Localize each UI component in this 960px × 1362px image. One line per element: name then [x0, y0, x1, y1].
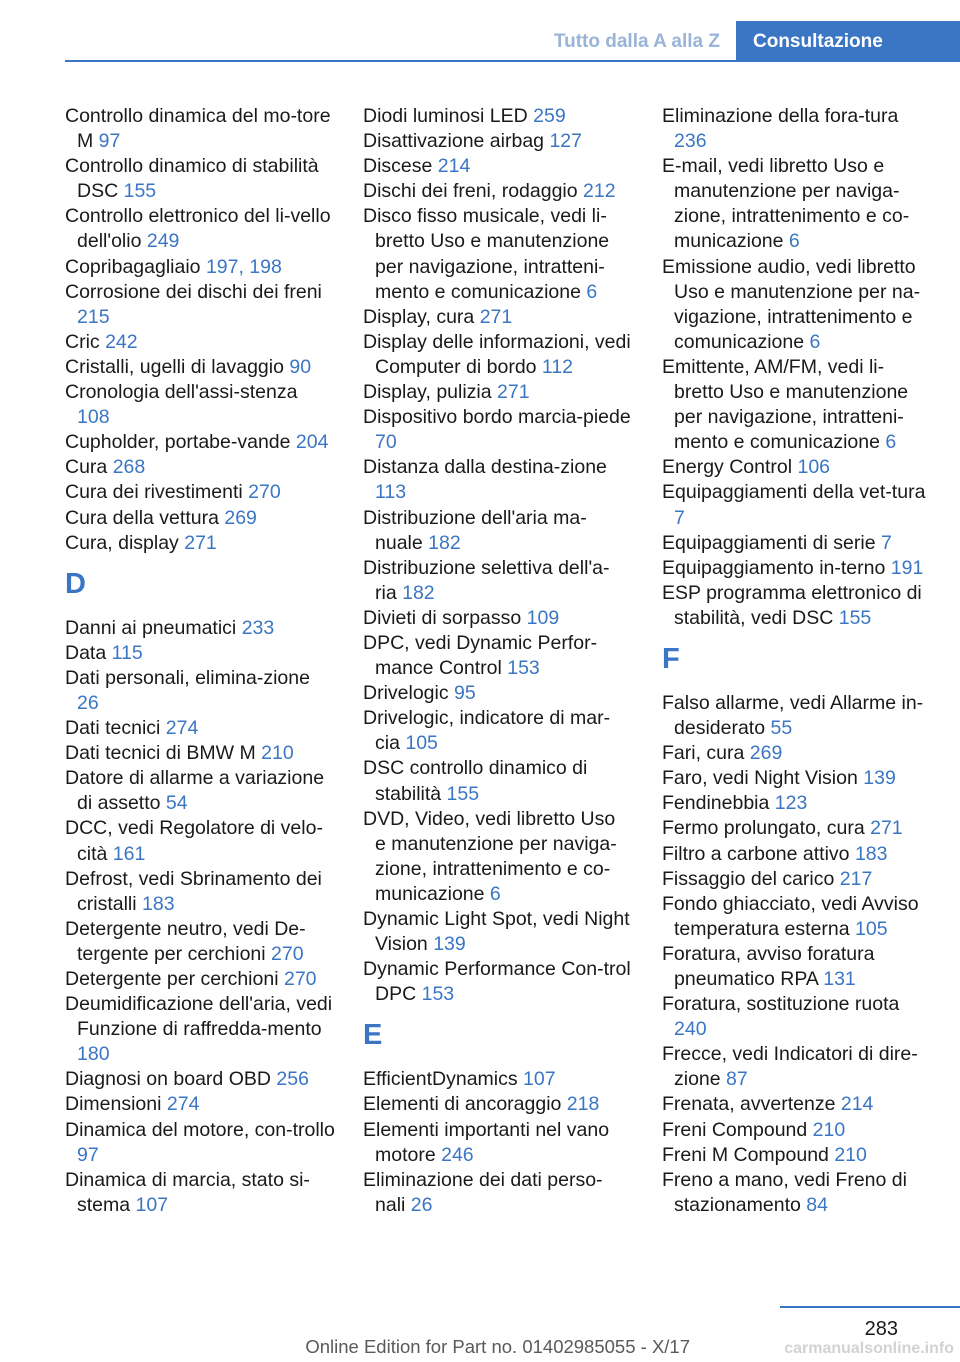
page-number: 283: [864, 1318, 898, 1340]
index-entry-page-link[interactable]: 210: [261, 742, 294, 765]
index-entry-page-link[interactable]: 123: [774, 792, 808, 815]
index-entry-page-link[interactable]: 109: [526, 606, 560, 629]
section-title: Tutto dalla A alla Z: [553, 31, 720, 52]
index-entry-term: Dispositivo bordo marcia‐piede: [363, 406, 631, 429]
index-entry-term: Dimensioni: [65, 1093, 167, 1116]
index-entry: [65, 330, 335, 355]
index-entry-term: Display, cura: [363, 305, 480, 328]
index-entry: [363, 756, 631, 806]
index-entry-page-link[interactable]: 236: [674, 130, 707, 153]
index-entry-term: E-mail, vedi libretto Uso e manutenzione per naviga‐zione, intrattenimento e co‐municazione: [662, 155, 910, 253]
index-entry-page-link[interactable]: 183: [142, 892, 175, 915]
index-entry-page-link[interactable]: 218: [566, 1093, 600, 1116]
index-entry-page-link[interactable]: 7: [880, 531, 892, 554]
index-entry-page-link[interactable]: 210: [812, 1118, 846, 1141]
index-entry-term: DCC, vedi Regolatore di velo‐cità: [65, 817, 323, 865]
index-entry-page-link[interactable]: 246: [441, 1143, 474, 1166]
index-entry: [65, 204, 335, 254]
index-entry: [662, 1143, 930, 1168]
index-entry-term: Disattivazione airbag: [363, 130, 550, 153]
index-entry: [65, 380, 335, 430]
index-column-2: [363, 104, 631, 1218]
index-letter-heading: E: [363, 1019, 383, 1052]
index-entry-page-link[interactable]: 271: [479, 305, 513, 328]
index-entry-page-link[interactable]: 197, 198: [205, 255, 282, 278]
index-entry-page-link[interactable]: 210: [834, 1143, 867, 1166]
index-entry: [662, 892, 930, 942]
index-entry-page-link[interactable]: 269: [224, 506, 257, 529]
index-entry-term: Frecce, vedi Indicatori di dire‐zione: [662, 1043, 918, 1091]
index-entry-term: Dati tecnici: [65, 717, 166, 740]
index-entry-page-link[interactable]: 183: [854, 842, 888, 865]
index-entry-page-link[interactable]: 6: [809, 330, 821, 353]
index-entry: [662, 1118, 930, 1143]
index-entry: [662, 104, 930, 154]
index-entry: [662, 942, 930, 992]
index-entry: [65, 967, 335, 992]
index-column-3: [662, 104, 930, 1218]
index-entry: [65, 666, 335, 716]
index-entry-term: Controllo dinamico di stabilità DSC: [65, 155, 319, 203]
watermark: carmanualsonline.info: [784, 1340, 954, 1357]
index-entry: [363, 455, 631, 505]
index-entry: [363, 907, 631, 957]
index-entry-term: Discese: [363, 155, 438, 178]
index-entry-term: Cupholder, portabe‐vande: [65, 431, 296, 454]
index-entry-page-link[interactable]: 182: [428, 531, 461, 554]
index-entry: [65, 506, 335, 531]
index-entry-term: Filtro a carbone attivo: [662, 842, 855, 865]
index-entry-term: EfficientDynamics: [363, 1068, 524, 1091]
index-entry-term: ESP programma elettronico di stabilità, vedi DSC: [662, 581, 922, 629]
index-entry-term: Faro, vedi Night Vision: [662, 767, 864, 790]
index-entry-page-link[interactable]: 259: [533, 105, 566, 127]
index-entry: [662, 791, 930, 816]
index-entry-page-link[interactable]: 274: [165, 717, 199, 740]
index-entry-page-link[interactable]: 97: [77, 1143, 99, 1166]
index-entry-term: Dinamica di marcia, stato si‐stema: [65, 1168, 310, 1216]
index-entry-page-link[interactable]: 7: [674, 506, 685, 529]
index-entry-page-link[interactable]: 84: [806, 1193, 828, 1216]
index-entry-term: Fondo ghiacciato, vedi Avviso temperatura esterna: [662, 892, 919, 940]
index-entry-term: DPC, vedi Dynamic Perfor‐mance Control: [363, 631, 598, 680]
index-entry: [363, 957, 631, 1007]
index-entry-page-link[interactable]: 6: [489, 882, 501, 905]
index-entry: [662, 842, 930, 867]
index-entry-term: Equipaggiamenti della vet‐tura: [662, 481, 926, 504]
index-entry: [363, 631, 631, 681]
index-entry-page-link[interactable]: 233: [241, 616, 275, 639]
index-entry: [65, 1067, 335, 1092]
index-entry: [363, 1092, 631, 1117]
index-entry-page-link[interactable]: 215: [77, 305, 110, 328]
index-entry: [65, 1118, 335, 1168]
index-entry-term: Eliminazione della fora‐tura: [662, 105, 899, 127]
index-entry: [363, 606, 631, 631]
index-entry-term: Diagnosi on board OBD: [65, 1068, 277, 1091]
index-entry-term: Cristalli, ugelli di lavaggio: [65, 355, 290, 378]
index-entry-page-link[interactable]: 155: [446, 782, 480, 805]
index-entry-term: Cura della vettura: [65, 506, 225, 529]
index-entry-page-link[interactable]: 108: [77, 406, 110, 429]
index-entry-page-link[interactable]: 6: [586, 280, 598, 303]
index-entry: [662, 816, 930, 841]
index-entry-page-link[interactable]: 217: [839, 867, 873, 890]
index-entry-page-link[interactable]: 115: [111, 641, 143, 664]
index-entry-term: DVD, Video, vedi libretto Uso e manutenzione per naviga‐zione, intrattenimento e co‐municazione: [363, 807, 617, 905]
index-letter-heading: F: [662, 642, 680, 675]
index-entry: [662, 1168, 930, 1218]
tab-consultazione[interactable]: Consultazione: [736, 21, 960, 62]
index-entry: [65, 280, 335, 330]
index-entry-term: Emissione audio, vedi libretto Uso e manutenzione per na‐vigazione, intrattenimento e comunicazione: [662, 255, 921, 353]
index-entry-term: Emittente, AM/FM, vedi li‐bretto Uso e manutenzione per navigazione, intratteni‐mento e comunicazione: [662, 355, 909, 454]
index-entry-term: Energy Control: [662, 456, 798, 479]
index-entry-page-link[interactable]: 105: [855, 917, 888, 940]
index-entry-term: Fari, cura: [662, 742, 750, 765]
index-entry: [65, 104, 335, 154]
index-entry-page-link[interactable]: 249: [146, 230, 180, 253]
index-entry-page-link[interactable]: 55: [770, 717, 793, 740]
index-entry-term: Corrosione dei dischi dei freni: [65, 280, 322, 303]
index-entry-term: Dynamic Light Spot, vedi Night Vision: [363, 908, 630, 956]
index-entry-term: Detergente per cerchioni: [65, 968, 284, 990]
index-entry-term: Diodi luminosi LED: [363, 105, 534, 127]
index-entry-page-link[interactable]: 270: [248, 481, 281, 504]
index-entry-term: Elementi di ancoraggio: [363, 1093, 567, 1116]
index-entry-term: Drivelogic, indicatore di mar‐cia: [363, 707, 611, 755]
index-entry-page-link[interactable]: 87: [726, 1068, 748, 1091]
index-entry-page-link[interactable]: 127: [549, 130, 582, 153]
index-entry: [363, 154, 631, 179]
index-entry: [662, 867, 930, 892]
index-entry: [65, 867, 335, 917]
index-entry-page-link[interactable]: 70: [375, 431, 397, 454]
index-entry-term: Deumidificazione dell'aria, vedi Funzione di raffredda‐mento: [65, 993, 333, 1041]
index-entry-page-link[interactable]: 214: [840, 1093, 874, 1116]
index-entry: [65, 255, 335, 280]
index-entry-page-link[interactable]: 153: [507, 657, 540, 680]
index-entry-page-link[interactable]: 268: [112, 456, 146, 479]
index-entry-term: Fissaggio del carico: [662, 867, 840, 890]
index-entry: [662, 581, 930, 631]
index-entry-term: Freni Compound: [662, 1118, 813, 1141]
index-entry-page-link[interactable]: 271: [870, 817, 903, 840]
index-entry: [363, 807, 631, 907]
header-divider: [65, 60, 960, 62]
index-entry: [363, 305, 631, 330]
index-entry-page-link[interactable]: 6: [885, 431, 897, 454]
index-entry: [363, 104, 631, 129]
index-entry-page-link[interactable]: 139: [433, 933, 466, 956]
index-entry: [363, 204, 631, 304]
index-entry-term: Equipaggiamento in‐terno: [662, 556, 891, 579]
index-entry-term: Controllo dinamica del mo‐tore M: [65, 105, 331, 153]
index-entry-page-link[interactable]: 269: [749, 742, 783, 765]
index-entry: [363, 506, 631, 556]
index-entry: [363, 1067, 631, 1092]
index-entry: [65, 430, 335, 455]
index-entry: [65, 917, 335, 967]
index-entry-term: Dischi dei freni, rodaggio: [363, 180, 584, 203]
index-entry: [363, 129, 631, 154]
index-entry: [65, 992, 335, 1067]
index-entry: [65, 480, 335, 505]
index-entry: [662, 455, 930, 480]
index-entry-page-link[interactable]: 26: [77, 691, 99, 714]
index-entry: [662, 531, 930, 556]
index-entry-term: Equipaggiamenti di serie: [662, 531, 881, 554]
index-entry-term: Dynamic Performance Con‐trol DPC: [363, 958, 631, 1006]
index-entry-term: Fermo prolungato, cura: [662, 817, 871, 840]
index-entry-page-link[interactable]: 180: [77, 1043, 110, 1066]
index-entry: [662, 1042, 930, 1092]
index-entry-term: Divieti di sorpasso: [363, 606, 527, 629]
index-entry: [65, 766, 335, 816]
index-entry-term: Datore di allarme a variazione di assetto: [65, 767, 325, 815]
index-entry-term: Cura dei rivestimenti: [65, 481, 249, 504]
index-entry-term: Foratura, avviso foratura pneumatico RPA: [662, 942, 875, 990]
index-entry-term: DSC controllo dinamico di stabilità: [363, 757, 588, 805]
index-entry: [363, 179, 631, 204]
index-entry-page-link[interactable]: 90: [289, 355, 312, 378]
index-entry: [65, 154, 335, 204]
index-entry-page-link[interactable]: 107: [523, 1068, 556, 1091]
index-entry-term: Dati tecnici di BMW M: [65, 742, 262, 765]
index-entry-term: Drivelogic: [363, 682, 455, 705]
index-entry: [65, 1168, 335, 1218]
index-entry-term: Dati personali, elimina‐zione: [65, 666, 310, 689]
index-entry-page-link[interactable]: 106: [797, 456, 831, 479]
index-entry: [662, 992, 930, 1042]
index-entry: [662, 766, 930, 791]
index-entry-page-link[interactable]: 182: [402, 581, 435, 604]
index-entry-term: Cura: [65, 456, 113, 479]
index-entry-term: Distribuzione selettiva dell'a‐ria: [363, 556, 610, 604]
index-entry: [363, 556, 631, 606]
index-entry-term: Detergente neutro, vedi De‐tergente per cerchioni: [65, 917, 306, 965]
index-entry: [363, 706, 631, 756]
index-entry-term: Data: [65, 641, 112, 664]
index-entry: [65, 455, 335, 480]
index-entry-page-link[interactable]: 191: [890, 556, 924, 579]
index-entry: [662, 1092, 930, 1117]
index-entry: [65, 616, 335, 641]
index-entry-page-link[interactable]: 112: [541, 355, 574, 378]
index-entry-page-link[interactable]: 107: [135, 1193, 169, 1216]
index-letter-heading: D: [65, 567, 86, 600]
index-entry-term: Eliminazione dei dati perso‐nali: [363, 1168, 603, 1216]
index-entry-term: Cura, display: [65, 531, 185, 554]
index-entry-page-link[interactable]: 214: [437, 155, 471, 178]
index-entry-term: Display, pulizia: [363, 381, 498, 404]
index-entry-page-link[interactable]: 155: [123, 180, 157, 203]
index-entry: [662, 154, 930, 254]
index-entry-page-link[interactable]: 155: [838, 606, 872, 629]
index-entry-term: Foratura, sostituzione ruota: [662, 993, 900, 1016]
index-entry: [363, 330, 631, 380]
index-entry-page-link[interactable]: 161: [112, 842, 146, 865]
index-entry-page-link[interactable]: 131: [823, 968, 856, 990]
index-entry-page-link[interactable]: 6: [788, 230, 800, 253]
index-entry-page-link[interactable]: 271: [497, 381, 530, 404]
index-entry-page-link[interactable]: 242: [105, 330, 138, 353]
index-entry-term: Fendinebbia: [662, 792, 775, 815]
index-entry-term: Disco fisso musicale, vedi li‐bretto Uso e manutenzione per navigazione, intratteni‐mento e comunicazione: [363, 205, 610, 303]
index-entry: [65, 816, 335, 866]
index-entry: [662, 691, 930, 741]
index-entry: [363, 1118, 631, 1168]
index-entry-term: Danni ai pneumatici: [65, 616, 242, 639]
index-entry-page-link[interactable]: 240: [674, 1018, 707, 1041]
index-entry-page-link[interactable]: 54: [165, 792, 188, 815]
index-entry-page-link[interactable]: 97: [98, 130, 121, 153]
index-entry-page-link[interactable]: 274: [166, 1093, 200, 1116]
index-entry-term: Defrost, vedi Sbrinamento dei cristalli: [65, 867, 322, 915]
index-entry-page-link[interactable]: 212: [583, 180, 616, 203]
index-entry-page-link[interactable]: 270: [283, 968, 317, 990]
index-entry: [662, 480, 930, 530]
index-entry: [662, 255, 930, 355]
index-entry-page-link[interactable]: 271: [184, 531, 217, 554]
index-entry-term: Freni M Compound: [662, 1143, 835, 1166]
index-entry: [363, 681, 631, 706]
index-column-1: [65, 104, 335, 1218]
index-entry: [662, 741, 930, 766]
index-entry-term: Falso allarme, vedi Allarme in‐desiderato: [662, 691, 924, 740]
index-entry-page-link[interactable]: 270: [271, 942, 304, 965]
footer-divider: [780, 1306, 960, 1308]
index-entry-term: Frenata, avvertenze: [662, 1093, 841, 1116]
index-entry-page-link[interactable]: 105: [405, 732, 438, 755]
index-entry: [662, 355, 930, 455]
page-header: [0, 0, 960, 62]
index-entry-page-link[interactable]: 95: [454, 682, 476, 705]
index-entry: [363, 380, 631, 405]
index-entry-page-link[interactable]: 113: [375, 481, 407, 504]
index-entry-page-link[interactable]: 139: [863, 767, 896, 790]
index-entry: [65, 531, 335, 556]
index-entry-term: Dinamica del motore, con‐trollo: [65, 1118, 335, 1141]
edition-note: Online Edition for Part no. 01402985055 - X/17: [305, 1336, 690, 1357]
index-entry-page-link[interactable]: 153: [421, 983, 455, 1006]
index-entry: [363, 405, 631, 455]
index-entry-term: Cric: [65, 330, 106, 353]
index-entry-page-link[interactable]: 26: [410, 1193, 433, 1216]
index-entry: [65, 741, 335, 766]
index-entry: [65, 641, 335, 666]
index-entry-term: Display delle informazioni, vedi Computer di bordo: [363, 330, 631, 378]
index-entry-term: Copribagagliaio: [65, 255, 206, 278]
index-entry: [662, 556, 930, 581]
index-entry: [65, 1092, 335, 1117]
index-entry-term: Controllo elettronico del li‐vello dell'olio: [65, 205, 331, 253]
index-entry-term: Distribuzione dell'aria ma‐nuale: [363, 506, 587, 554]
index-entry-term: Elementi importanti nel vano motore: [363, 1118, 610, 1166]
index-entry-term: Freno a mano, vedi Freno di stazionamento: [662, 1168, 907, 1216]
index-entry-term: Distanza dalla destina‐zione: [363, 456, 607, 479]
index-entry: [65, 355, 335, 380]
index-entry: [65, 716, 335, 741]
index-entry-page-link[interactable]: 204: [295, 431, 329, 454]
index-entry-page-link[interactable]: 256: [276, 1068, 309, 1091]
index-entry: [363, 1168, 631, 1218]
index-entry-term: Cronologia dell'assi‐stenza: [65, 381, 298, 404]
